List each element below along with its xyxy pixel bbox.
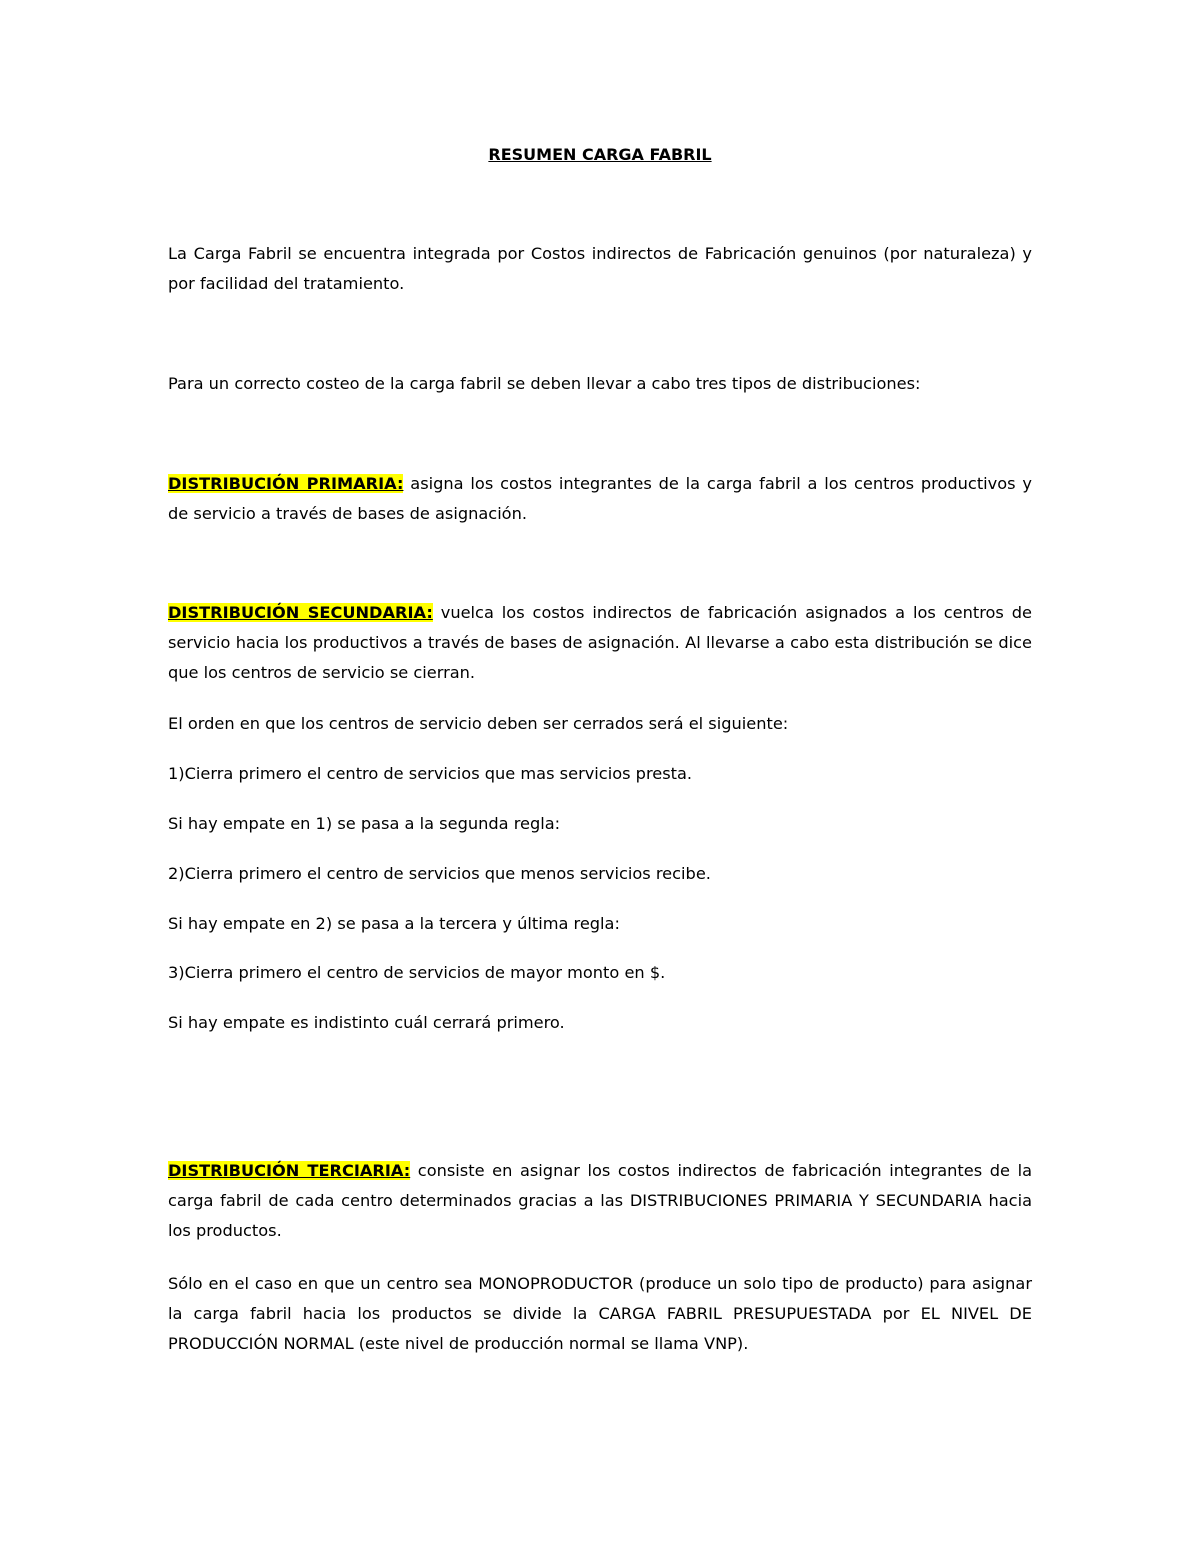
document-title: RESUMEN CARGA FABRIL: [488, 145, 712, 164]
empate-1: Si hay empate en 1) se pasa a la segunda regla:: [168, 814, 561, 833]
regla-2: 2)Cierra primero el centro de servicios que menos servicios recibe.: [168, 864, 711, 883]
empate-3: Si hay empate es indistinto cuál cerrará primero.: [168, 1013, 565, 1032]
orden-paragraph: El orden en que los centros de servicio deben ser cerrados será el siguiente:: [168, 714, 789, 733]
primaria-text: asigna los costos integrantes de la carga fabril a los centros productivos y de servicio a través de bases de asignación.: [168, 474, 1032, 523]
intro-paragraph: La Carga Fabril se encuentra integrada por Costos indirectos de Fabricación genuinos (por naturaleza) y por facilidad del tratamiento.: [168, 244, 1032, 293]
secundaria-heading: DISTRIBUCIÓN SECUNDARIA:: [168, 603, 433, 622]
secundaria-paragraph: [168, 598, 1032, 688]
primaria-heading: DISTRIBUCIÓN PRIMARIA:: [168, 474, 404, 493]
regla-1: 1)Cierra primero el centro de servicios que mas servicios presta.: [168, 764, 693, 783]
primaria-paragraph: [168, 469, 1032, 529]
lead-paragraph: Para un correcto costeo de la carga fabril se deben llevar a cabo tres tipos de distribuciones:: [168, 374, 921, 393]
terciaria-heading: DISTRIBUCIÓN TERCIARIA:: [168, 1161, 411, 1180]
secundaria-text: vuelca los costos indirectos de fabricación asignados a los centros de servicio hacia los productivos a través de bases de asignación. Al llevarse a cabo esta distribución se dice que los centros de servicio se cierran.: [168, 603, 1032, 682]
terciaria-paragraph: [168, 1156, 1032, 1246]
terciaria-text: consiste en asignar los costos indirectos de fabricación integrantes de la carga fabril de cada centro determinados gracias a las DISTRIBUCIONES PRIMARIA Y SECUNDARIA hacia los productos.: [168, 1161, 1032, 1240]
regla-3: 3)Cierra primero el centro de servicios de mayor monto en $.: [168, 963, 666, 982]
empate-2: Si hay empate en 2) se pasa a la tercera y última regla:: [168, 914, 620, 933]
monoproductor-paragraph: Sólo en el caso en que un centro sea MONOPRODUCTOR (produce un solo tipo de producto) para asignar la carga fabril hacia los productos se divide la CARGA FABRIL PRESUPUESTADA por EL NIVEL DE PRODUCCIÓN NORMAL (este nivel de producción normal se llama VNP).: [168, 1274, 1032, 1353]
